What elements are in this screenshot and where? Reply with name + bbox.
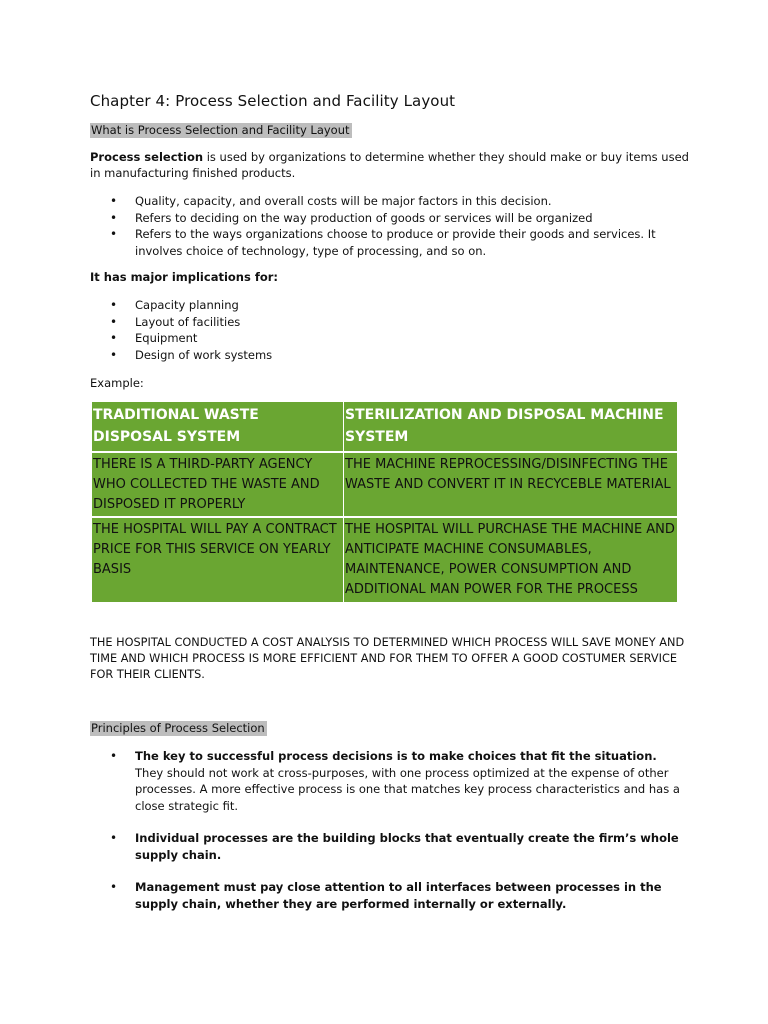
process-selection-bullets: [110, 193, 670, 259]
list-item: • Equipment: [110, 330, 670, 347]
table-header-row: [92, 402, 678, 452]
table-cell: THE HOSPITAL WILL PURCHASE THE MACHINE AND ANTICIPATE MACHINE CONSUMABLES, MAINTENANCE, POWER CONSUMPTION AND ADDITIONAL MAN POWER FOR THE PROCESS: [344, 517, 678, 602]
list-item: • Capacity planning: [110, 297, 670, 314]
intro-term: Process selection: [90, 150, 204, 164]
section-heading-process-selection: What is Process Selection and Facility Layout: [91, 123, 350, 137]
list-item: [110, 879, 690, 912]
implications-heading: It has major implications for:: [90, 270, 279, 284]
principle-bold: The key to successful process decisions is to make choices that fit the situation.: [135, 749, 657, 763]
principle-bold: Individual processes are the building blocks that eventually create the firm’s whole supply chain.: [135, 831, 679, 862]
section-heading-principles: Principles of Process Selection: [91, 721, 265, 735]
cost-analysis-paragraph: THE HOSPITAL CONDUCTED A COST ANALYSIS TO DETERMINED WHICH PROCESS WILL SAVE MONEY AND TIME AND WHICH PROCESS IS MORE EFFICIENT AND FOR THEM TO OFFER A GOOD COSTUMER SERVICE FOR THEIR CLIENTS.: [90, 636, 685, 681]
list-item: • Quality, capacity, and overall costs will be major factors in this decision.: [110, 193, 670, 210]
table-header-cell: TRADITIONAL WASTE DISPOSAL SYSTEM: [92, 402, 344, 452]
list-item: • Design of work systems: [110, 347, 670, 364]
intro-paragraph: [90, 149, 690, 181]
intro-text: is used by organizations to determine whether they should make or buy items used in manufacturing finished products.: [90, 150, 689, 180]
table-cell: THE HOSPITAL WILL PAY A CONTRACT PRICE FOR THIS SERVICE ON YEARLY BASIS: [92, 517, 344, 602]
table-row: [92, 517, 678, 602]
table-header-cell: STERILIZATION AND DISPOSAL MACHINE SYSTEM: [344, 402, 678, 452]
list-item: • Refers to the ways organizations choose to produce or provide their goods and services. It involves choice of technology, type of processing, and so on.: [110, 226, 670, 259]
chapter-title: Chapter 4: Process Selection and Facility Layout: [90, 92, 456, 110]
table-cell: THE MACHINE REPROCESSING/DISINFECTING THE WASTE AND CONVERT IT IN RECYCEBLE MATERIAL: [344, 452, 678, 517]
principles-list: [110, 748, 690, 928]
table-row: [92, 452, 678, 517]
list-item: [110, 830, 690, 863]
principle-detail: They should not work at cross-purposes, with one process optimized at the expense of other processes. A more effective process is one that matches key process characteristics and has a close strategic fit.: [135, 765, 680, 813]
principle-bold: Management must pay close attention to all interfaces between processes in the supply chain, whether they are performed internally or externally.: [135, 880, 662, 911]
list-item: [110, 748, 690, 814]
list-item: • Layout of facilities: [110, 314, 670, 331]
list-item: • Refers to deciding on the way production of goods or services will be organized: [110, 210, 670, 227]
comparison-table: [91, 402, 678, 604]
example-label: Example:: [90, 376, 144, 390]
implications-bullets: [110, 297, 670, 363]
table-cell: THERE IS A THIRD-PARTY AGENCY WHO COLLECTED THE WASTE AND DISPOSED IT PROPERLY: [92, 452, 344, 517]
